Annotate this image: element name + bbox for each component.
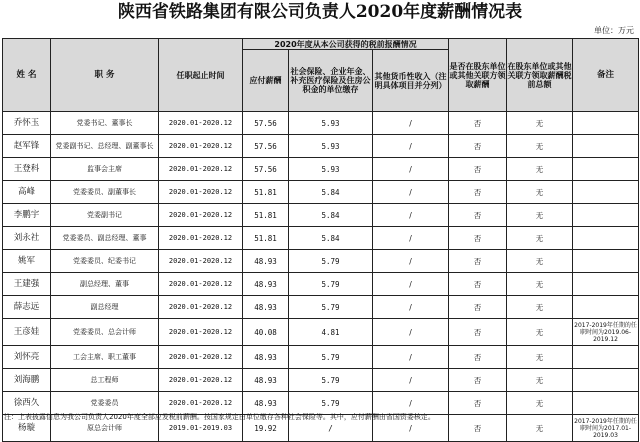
cell-name: 杨璇 xyxy=(3,415,51,442)
cell-other: / xyxy=(373,250,449,273)
cell-shareholder: 否 xyxy=(449,392,507,415)
cell-post: 党委委员、纪委书记 xyxy=(51,250,159,273)
cell-pay: 51.81 xyxy=(243,181,289,204)
header-term: 任职起止时间 xyxy=(159,39,243,112)
cell-post: 监事会主席 xyxy=(51,158,159,181)
header-group: 2020年度从本公司获得的税前报酬情况 xyxy=(243,39,449,50)
cell-remark xyxy=(573,181,639,204)
cell-amount: 无 xyxy=(507,204,573,227)
cell-amount: 无 xyxy=(507,112,573,135)
unit-label: 单位：万元 xyxy=(594,26,634,35)
cell-post: 党委副书记 xyxy=(51,204,159,227)
cell-remark xyxy=(573,135,639,158)
cell-social: 5.93 xyxy=(289,158,373,181)
cell-post: 原总会计师 xyxy=(51,415,159,442)
cell-remark: 2017-2019年任期的任职时间为2017.01-2019.03 xyxy=(573,415,639,442)
cell-name: 刘海鹏 xyxy=(3,369,51,392)
cell-name: 薛志远 xyxy=(3,296,51,319)
cell-amount: 无 xyxy=(507,227,573,250)
cell-name: 刘怀亮 xyxy=(3,346,51,369)
cell-term: 2020.01-2020.12 xyxy=(159,135,243,158)
cell-post: 党委委员、总会计师 xyxy=(51,319,159,346)
cell-post: 党委副书记、总经理、副董事长 xyxy=(51,135,159,158)
cell-name: 姚军 xyxy=(3,250,51,273)
table-header xyxy=(3,39,639,112)
cell-shareholder: 否 xyxy=(449,250,507,273)
cell-amount: 无 xyxy=(507,369,573,392)
cell-pay: 48.93 xyxy=(243,392,289,415)
cell-name: 王彦娃 xyxy=(3,319,51,346)
cell-social: 5.79 xyxy=(289,392,373,415)
cell-social: 5.79 xyxy=(289,296,373,319)
cell-post: 副总经理、董事 xyxy=(51,273,159,296)
cell-shareholder: 否 xyxy=(449,369,507,392)
cell-name: 徐西久 xyxy=(3,392,51,415)
table-row xyxy=(3,112,639,135)
cell-amount: 无 xyxy=(507,346,573,369)
table-row xyxy=(3,346,639,369)
cell-term: 2020.01-2020.12 xyxy=(159,250,243,273)
cell-name: 王登科 xyxy=(3,158,51,181)
cell-shareholder: 否 xyxy=(449,415,507,442)
cell-shareholder: 否 xyxy=(449,346,507,369)
table-row xyxy=(3,250,639,273)
cell-term: 2020.01-2020.12 xyxy=(159,204,243,227)
cell-name: 王建强 xyxy=(3,273,51,296)
cell-social: 5.93 xyxy=(289,112,373,135)
cell-other: / xyxy=(373,273,449,296)
cell-term: 2019.01-2019.03 xyxy=(159,415,243,442)
cell-pay: 57.56 xyxy=(243,112,289,135)
cell-amount: 无 xyxy=(507,296,573,319)
cell-other: / xyxy=(373,346,449,369)
cell-shareholder: 否 xyxy=(449,296,507,319)
header-post: 职 务 xyxy=(51,39,159,112)
cell-term: 2020.01-2020.12 xyxy=(159,112,243,135)
cell-amount: 无 xyxy=(507,415,573,442)
cell-remark xyxy=(573,204,639,227)
cell-post: 总工程师 xyxy=(51,369,159,392)
table-row xyxy=(3,273,639,296)
cell-term: 2020.01-2020.12 xyxy=(159,273,243,296)
cell-shareholder: 否 xyxy=(449,181,507,204)
cell-social: 5.93 xyxy=(289,135,373,158)
cell-name: 刘永社 xyxy=(3,227,51,250)
cell-pay: 19.92 xyxy=(243,415,289,442)
table-row xyxy=(3,158,639,181)
cell-term: 2020.01-2020.12 xyxy=(159,181,243,204)
table-body xyxy=(3,112,639,442)
cell-remark xyxy=(573,346,639,369)
cell-social: 4.81 xyxy=(289,319,373,346)
cell-name: 李鹏宇 xyxy=(3,204,51,227)
cell-social: 5.79 xyxy=(289,369,373,392)
cell-remark xyxy=(573,392,639,415)
cell-term: 2020.01-2020.12 xyxy=(159,158,243,181)
cell-remark xyxy=(573,158,639,181)
table-row xyxy=(3,227,639,250)
cell-other: / xyxy=(373,135,449,158)
header-social: 社会保险、企业年金、补充医疗保险及住房公积金的单位缴存 xyxy=(289,50,373,112)
cell-pay: 48.93 xyxy=(243,346,289,369)
cell-term: 2020.01-2020.12 xyxy=(159,369,243,392)
cell-other: / xyxy=(373,392,449,415)
cell-term: 2020.01-2020.12 xyxy=(159,319,243,346)
cell-social: 5.79 xyxy=(289,346,373,369)
cell-remark: 2017-2019年任期的任职时间为2019.06-2019.12 xyxy=(573,319,639,346)
cell-term: 2020.01-2020.12 xyxy=(159,346,243,369)
cell-post: 党委委员、副董事长 xyxy=(51,181,159,204)
cell-post: 副总经理 xyxy=(51,296,159,319)
cell-shareholder: 否 xyxy=(449,319,507,346)
cell-social: 5.79 xyxy=(289,273,373,296)
cell-social: 5.84 xyxy=(289,227,373,250)
cell-social: 5.84 xyxy=(289,204,373,227)
cell-other: / xyxy=(373,415,449,442)
cell-shareholder: 否 xyxy=(449,273,507,296)
cell-pay: 57.56 xyxy=(243,158,289,181)
header-shareholder: 是否在股东单位或其他关联方领取薪酬 xyxy=(449,39,507,112)
table-row xyxy=(3,369,639,392)
header-name: 姓 名 xyxy=(3,39,51,112)
cell-amount: 无 xyxy=(507,319,573,346)
cell-remark xyxy=(573,227,639,250)
cell-other: / xyxy=(373,296,449,319)
cell-name: 乔怀玉 xyxy=(3,112,51,135)
table-row xyxy=(3,392,639,415)
cell-shareholder: 否 xyxy=(449,227,507,250)
header-shareholder-amount: 在股东单位或其他关联方领取薪酬税前总额 xyxy=(507,39,573,112)
cell-shareholder: 否 xyxy=(449,204,507,227)
cell-amount: 无 xyxy=(507,392,573,415)
cell-amount: 无 xyxy=(507,158,573,181)
cell-remark xyxy=(573,369,639,392)
header-other: 其他货币性收入（注明具体项目并分列） xyxy=(373,50,449,112)
cell-remark xyxy=(573,112,639,135)
page-title: 陕西省铁路集团有限公司负责人2020年度薪酬情况表 xyxy=(117,2,523,22)
cell-remark xyxy=(573,296,639,319)
cell-pay: 48.93 xyxy=(243,250,289,273)
cell-shareholder: 否 xyxy=(449,135,507,158)
cell-name: 赵军锋 xyxy=(3,135,51,158)
cell-shareholder: 否 xyxy=(449,158,507,181)
cell-other: / xyxy=(373,369,449,392)
salary-table xyxy=(2,38,639,442)
cell-pay: 48.93 xyxy=(243,369,289,392)
cell-amount: 无 xyxy=(507,181,573,204)
cell-term: 2020.01-2020.12 xyxy=(159,227,243,250)
footnote: 注：上表披露信息为我公司负责人2020年度全部应发税前薪酬。按国家规定由单位缴存各种社会保险等。其中，应付薪酬由省国资委核定。 xyxy=(4,413,435,421)
cell-remark xyxy=(573,250,639,273)
cell-pay: 51.81 xyxy=(243,227,289,250)
header-remark: 备注 xyxy=(573,39,639,112)
cell-other: / xyxy=(373,204,449,227)
cell-pay: 48.93 xyxy=(243,273,289,296)
cell-term: 2020.01-2020.12 xyxy=(159,392,243,415)
cell-post: 党委书记、董事长 xyxy=(51,112,159,135)
cell-amount: 无 xyxy=(507,273,573,296)
cell-remark xyxy=(573,273,639,296)
cell-pay: 51.81 xyxy=(243,204,289,227)
cell-name: 高峰 xyxy=(3,181,51,204)
cell-pay: 48.93 xyxy=(243,296,289,319)
cell-other: / xyxy=(373,158,449,181)
table-row xyxy=(3,181,639,204)
cell-social: / xyxy=(289,415,373,442)
header-pay: 应付薪酬 xyxy=(243,50,289,112)
cell-pay: 40.08 xyxy=(243,319,289,346)
cell-other: / xyxy=(373,112,449,135)
table-row xyxy=(3,296,639,319)
table-row xyxy=(3,319,639,346)
table-row xyxy=(3,135,639,158)
cell-other: / xyxy=(373,181,449,204)
table-row xyxy=(3,204,639,227)
cell-term: 2020.01-2020.12 xyxy=(159,296,243,319)
cell-shareholder: 否 xyxy=(449,112,507,135)
cell-post: 工会主席、职工董事 xyxy=(51,346,159,369)
cell-post: 党委委员、副总经理、董事 xyxy=(51,227,159,250)
cell-social: 5.79 xyxy=(289,250,373,273)
cell-other: / xyxy=(373,227,449,250)
cell-pay: 57.56 xyxy=(243,135,289,158)
cell-amount: 无 xyxy=(507,250,573,273)
cell-other: / xyxy=(373,319,449,346)
cell-social: 5.84 xyxy=(289,181,373,204)
cell-amount: 无 xyxy=(507,135,573,158)
cell-post: 党委委员 xyxy=(51,392,159,415)
